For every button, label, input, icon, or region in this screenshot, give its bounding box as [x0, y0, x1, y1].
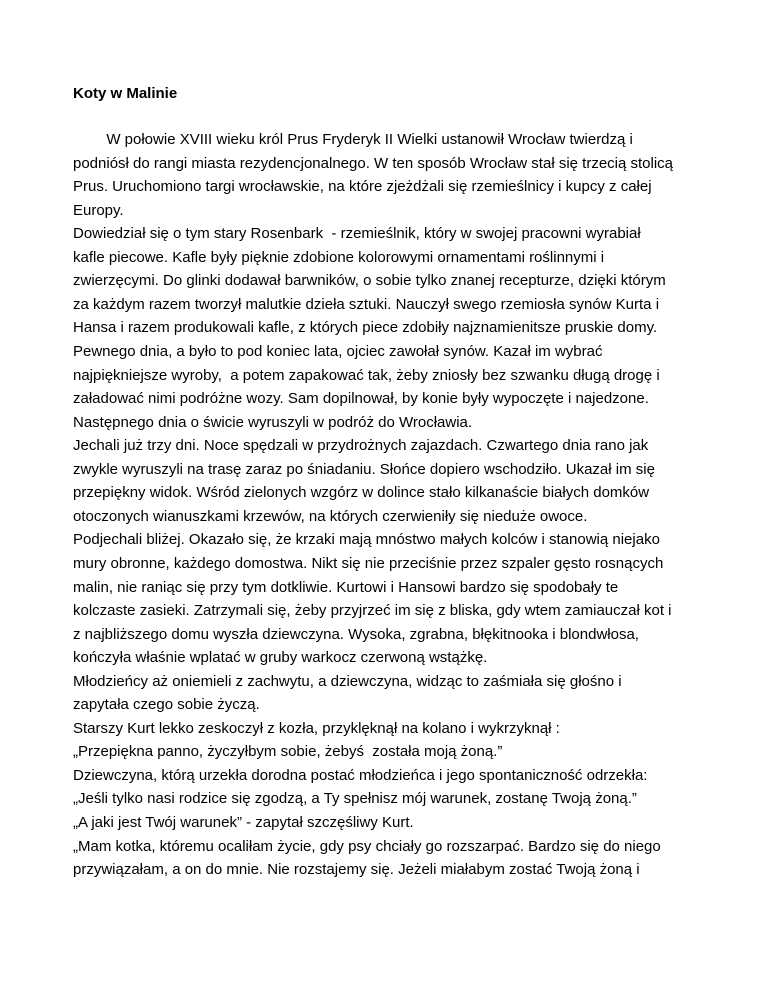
text-line: Hansa i razem produkowali kafle, z których piece zdobiły najznamienitsze pruskie domy. [73, 319, 658, 337]
text-line: mury obronne, każdego domostwa. Nikt się nie przeciśnie przez szpaler gęsto rosnących [73, 554, 664, 572]
text-line: Dowiedział się o tym stary Rosenbark - rzemieślnik, który w swojej pracowni wyrabiał [73, 225, 641, 243]
text-line: Następnego dnia o świcie wyruszyli w podróż do Wrocławia. [73, 413, 473, 431]
text-line: „A jaki jest Twój warunek” - zapytał szczęśliwy Kurt. [73, 814, 414, 831]
text-line: malin, nie raniąc się przy tym dotkliwie. Kurtowi i Hansowi bardzo się spodobały te [73, 578, 619, 596]
text-line: „Jeśli tylko nasi rodzice się zgodzą, a Ty spełnisz mój warunek, zostanę Twoją żoną.” [73, 790, 637, 808]
text-line: Starszy Kurt lekko zeskoczył z kozła, przyklęknął na kolano i wykrzyknął : [73, 719, 560, 737]
text-line: zwierzęcymi. Do glinki dodawał barwników, o sobie tylko znanej recepturze, dzięki którym [73, 272, 666, 290]
text-line: kończyła właśnie wplatać w gruby warkocz czerwoną wstążkę. [73, 649, 488, 667]
text-line: Prus. Uruchomiono targi wrocławskie, na które zjeżdżali się rzemieślnicy i kupcy z całej [73, 178, 652, 196]
text-line: Europy. [73, 201, 124, 219]
text-line: Młodzieńcy aż oniemieli z zachwytu, a dziewczyna, widząc to zaśmiała się głośno i [73, 672, 622, 690]
text-line: kafle piecowe. Kafle były pięknie zdobione kolorowymi ornamentami roślinnymi i [73, 248, 605, 266]
text-line: zapytała czego sobie życzą. [73, 696, 260, 714]
document-title: Koty w Malinie [73, 85, 178, 102]
text-line: podniósł do rangi miasta rezydencjonalnego. W ten sposób Wrocław stał się trzecią stolicą [73, 154, 674, 172]
text-line: W połowie XVIII wieku król Prus Fryderyk II Wielki ustanowił Wrocław twierdzą i [73, 131, 633, 148]
text-line: najpiękniejsze wyroby, a potem zapakować tak, żeby zniosły bez szwanku długą drogę i [73, 366, 660, 384]
text-line: kolczaste zasieki. Zatrzymali się, żeby przyjrzeć im się z bliska, gdy wtem zamiauczał kot i [73, 602, 672, 619]
text-line: otoczonych wianuszkami krzewów, na których czerwieniły się nieduże owoce. [73, 507, 588, 525]
text-line: Jechali już trzy dni. Noce spędzali w przydrożnych zajazdach. Czwartego dnia rano jak [73, 437, 649, 455]
text-line: przywiązałam, a on do mnie. Nie rozstajemy się. Jeżeli miałabym zostać Twoją żoną i [73, 861, 640, 879]
text-line: Pewnego dnia, a było to pod koniec lata, ojciec zawołał synów. Kazał im wybrać [73, 343, 603, 360]
text-line: Dziewczyna, którą urzekła dorodna postać młodzieńca i jego spontaniczność odrzekła: [73, 766, 648, 784]
text-line: Podjechali bliżej. Okazało się, że krzaki mają mnóstwo małych kolców i stanowią niejako [73, 531, 660, 549]
text-line: załadować nimi podróżne wozy. Sam dopilnował, by konie były wypoczęte i najedzone. [73, 390, 649, 408]
text-line: z najbliższego domu wyszła dziewczyna. Wysoka, zgrabna, błękitnooka i blondwłosa, [73, 625, 639, 643]
text-line: przepiękny widok. Wśród zielonych wzgórz w dolince stało kilkanaście białych domków [73, 484, 650, 502]
text-line: zwykle wyruszyli na trasę zaraz po śniadaniu. Słońce dopiero wschodziło. Ukazał im się [73, 460, 655, 478]
text-line: za każdym razem tworzył malutkie dzieła sztuki. Nauczył swego rzemiosła synów Kurta i [73, 295, 660, 313]
text-line: „Mam kotka, któremu ocaliłam życie, gdy psy chciały go rozszarpać. Bardzo się do niego [73, 837, 661, 855]
text-line: „Przepiękna panno, życzyłbym sobie, żebyś została moją żoną.” [73, 743, 503, 761]
